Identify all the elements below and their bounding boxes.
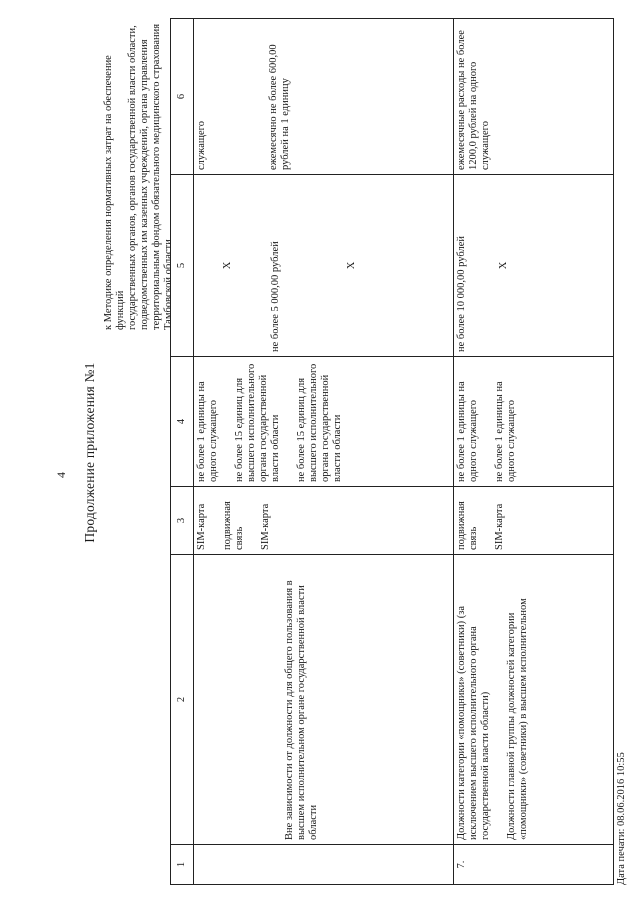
price-text: X	[498, 261, 509, 270]
quantity-text: не более 15 единиц для высшего исполнительного органа государственной власти области	[296, 363, 343, 482]
table-row	[454, 19, 614, 885]
expense-cell	[194, 19, 454, 175]
position-text: Должности главной группы должностей категории «помощники» (советники) в высшем исполнительном	[506, 598, 529, 840]
header-cell: 4	[171, 357, 194, 487]
price-cell	[454, 175, 614, 357]
norms-table	[170, 18, 614, 885]
equipment-text: SIM-карта	[494, 503, 505, 550]
position-text: Вне зависимости от должности для общего пользования в высшем исполнительном органе государственной власти области	[284, 580, 319, 840]
header-cell: 2	[171, 555, 194, 845]
header-cell: 5	[171, 175, 194, 357]
table-row	[194, 19, 454, 885]
price-text: X	[346, 261, 357, 270]
header-cell: 1	[171, 845, 194, 885]
price-text: не более 10 000,00 рублей	[456, 236, 467, 352]
header-cell: 3	[171, 487, 194, 555]
intro-line: государственных органов, органов государственной власти области,	[127, 25, 138, 330]
expense-text: ежемесячные расходы не более 1200,0 рублей на одного служащего	[456, 30, 491, 170]
equipment-text: подвижная связь	[456, 501, 479, 550]
equipment-cell	[194, 487, 454, 555]
equipment-text: подвижная связь	[222, 501, 245, 550]
expense-text: служащего	[196, 121, 207, 170]
expense-text: ежемесячно не более 600,00 рублей на 1 единицу	[268, 44, 291, 170]
row-number-cell: 7.	[454, 845, 614, 885]
expense-cell	[454, 19, 614, 175]
intro-line: Тамбовской области	[163, 239, 174, 330]
quantity-text: не более 1 единицы на одного служащего	[494, 381, 517, 482]
intro-line: подведомственных им казенных учреждений, органа управления	[139, 39, 150, 330]
equipment-text: SIM-карта	[196, 503, 207, 550]
position-text: Должности категории «помощники» (советники) (за исключением высшего исполнительного органа государственной власти области)	[456, 605, 491, 840]
price-text: не более 5 000,00 рублей	[270, 241, 281, 352]
intro-line: к Методике определения нормативных затрат на обеспечение функций	[103, 55, 126, 330]
quantity-text: не более 1 единицы на одного служащего	[456, 381, 479, 482]
row-number-cell	[194, 845, 454, 885]
intro-line: территориальным фондом обязательного медицинского страхования	[151, 23, 162, 330]
equipment-text: SIM-карта	[260, 503, 271, 550]
print-date: Дата печати: 08.06.2016 10:55	[616, 752, 627, 885]
intro-text	[103, 20, 175, 330]
quantity-cell	[454, 357, 614, 487]
position-cell	[194, 555, 454, 845]
header-cell: 6	[171, 19, 194, 175]
equipment-cell	[454, 487, 614, 555]
quantity-cell	[194, 357, 454, 487]
price-cell	[194, 175, 454, 357]
quantity-text: не более 15 единиц для высшего исполнительного органа государственной власти области	[234, 363, 281, 482]
price-text: X	[222, 261, 233, 270]
quantity-text: не более 1 единицы на одного служащего	[196, 381, 219, 482]
page-number: 4	[54, 472, 68, 478]
appendix-title: Продолжение приложения №1	[82, 362, 97, 543]
table-header-row	[171, 19, 194, 885]
position-cell	[454, 555, 614, 845]
